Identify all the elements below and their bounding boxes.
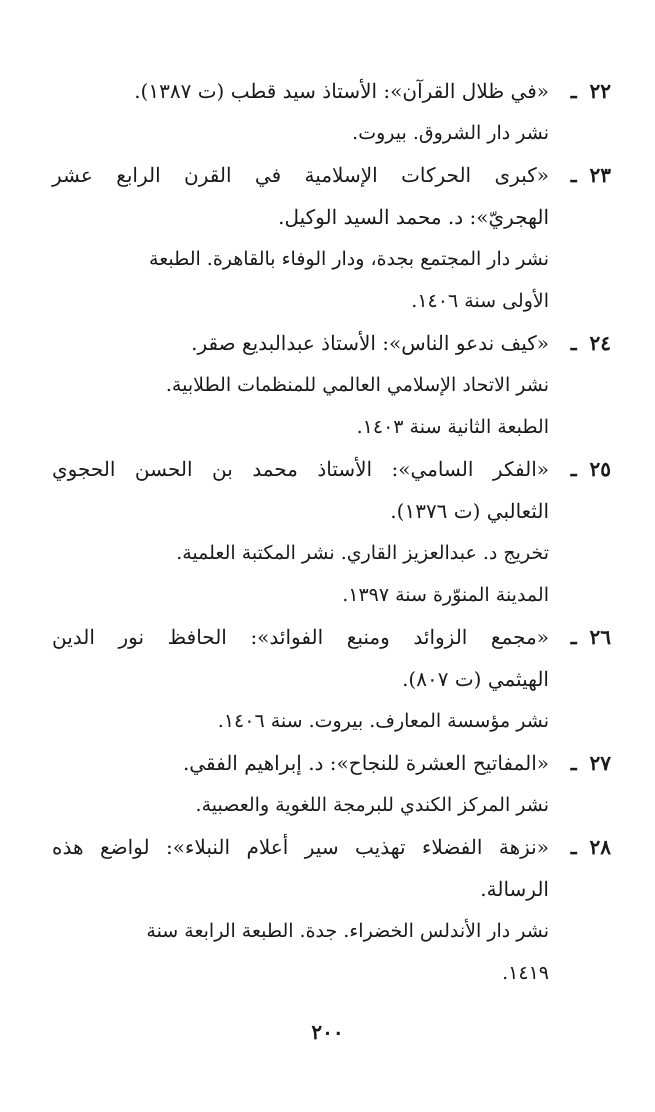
entry-title-continuation: الثعالبي (ت ١٣٧٦).	[390, 499, 549, 523]
entry-number: ٢٧ ـ	[570, 751, 611, 775]
entry-number: ٢٤ ـ	[570, 331, 611, 355]
entry-number: ٢٥ ـ	[570, 457, 611, 481]
bibliography-entry	[52, 154, 611, 322]
entry-title-line	[52, 70, 611, 112]
page-number: ٢٠٠	[311, 1020, 344, 1044]
entry-publisher: نشر دار الأندلس الخضراء. جدة. الطبعة الرابعة سنة	[146, 920, 549, 942]
entry-title: «كيف ندعو الناس»: الأستاذ عبدالبديع صقر.	[191, 331, 549, 355]
entry-number: ٢٢ ـ	[570, 79, 611, 103]
entry-title: «مجمع الزوائد ومنبع الفوائد»: الحافظ نور الدين	[52, 625, 549, 649]
entry-number: ٢٦ ـ	[570, 625, 611, 649]
entry-publisher: نشر المركز الكندي للبرمجة اللغوية والعصبية.	[195, 794, 549, 816]
entry-publisher: نشر دار الشروق. بيروت.	[352, 122, 549, 144]
entry-title: «الفكر السامي»: الأستاذ محمد بن الحسن الحجوي	[52, 457, 549, 481]
bibliography-entry	[52, 616, 611, 742]
entry-title-line	[52, 616, 611, 658]
entry-title-line	[52, 322, 611, 364]
entry-title-continuation: الرسالة.	[480, 877, 549, 901]
entry-title-continuation: الهيثمي (ت ٨٠٧).	[402, 667, 549, 691]
entry-publisher: نشر مؤسسة المعارف. بيروت. سنة ١٤٠٦.	[217, 710, 549, 732]
entry-title-line	[52, 154, 611, 196]
bibliography-entry	[52, 826, 611, 994]
entry-title: «كبرى الحركات الإسلامية في القرن الرابع عشر	[52, 163, 549, 187]
bibliography-entry	[52, 448, 611, 616]
bibliography-entry	[52, 742, 611, 826]
bibliography-entry	[52, 322, 611, 448]
entry-publisher: نشر الاتحاد الإسلامي العالمي للمنظمات الطلابية.	[165, 374, 549, 396]
entry-publisher: نشر دار المجتمع بجدة، ودار الوفاء بالقاهرة. الطبعة	[149, 248, 549, 270]
entry-publisher-continuation: ١٤١٩.	[502, 962, 549, 984]
entry-title: «المفاتيح العشرة للنجاح»: د. إبراهيم الفقي.	[182, 751, 549, 775]
entry-title-line	[52, 448, 611, 490]
entry-title-line	[52, 742, 611, 784]
entry-publisher-continuation: الأولى سنة ١٤٠٦.	[411, 290, 549, 312]
entry-publisher: تخريج د. عبدالعزيز القاري. نشر المكتبة العلمية.	[176, 542, 549, 564]
entry-number: ٢٣ ـ	[570, 163, 611, 187]
entry-title: «نزهة الفضلاء تهذيب سير أعلام النبلاء»: لواضع هذه	[52, 835, 549, 859]
entry-publisher-continuation: الطبعة الثانية سنة ١٤٠٣.	[356, 416, 549, 438]
entry-title-line	[52, 826, 611, 868]
bibliography-page	[52, 70, 611, 994]
entry-title-continuation: الهجريّ»: د. محمد السيد الوكيل.	[278, 205, 549, 229]
entry-publisher-continuation: المدينة المنوّرة سنة ١٣٩٧.	[342, 584, 549, 606]
entry-number: ٢٨ ـ	[570, 835, 611, 859]
bibliography-entry	[52, 70, 611, 154]
entry-title: «في ظلال القرآن»: الأستاذ سيد قطب (ت ١٣٨٧).	[134, 79, 549, 103]
